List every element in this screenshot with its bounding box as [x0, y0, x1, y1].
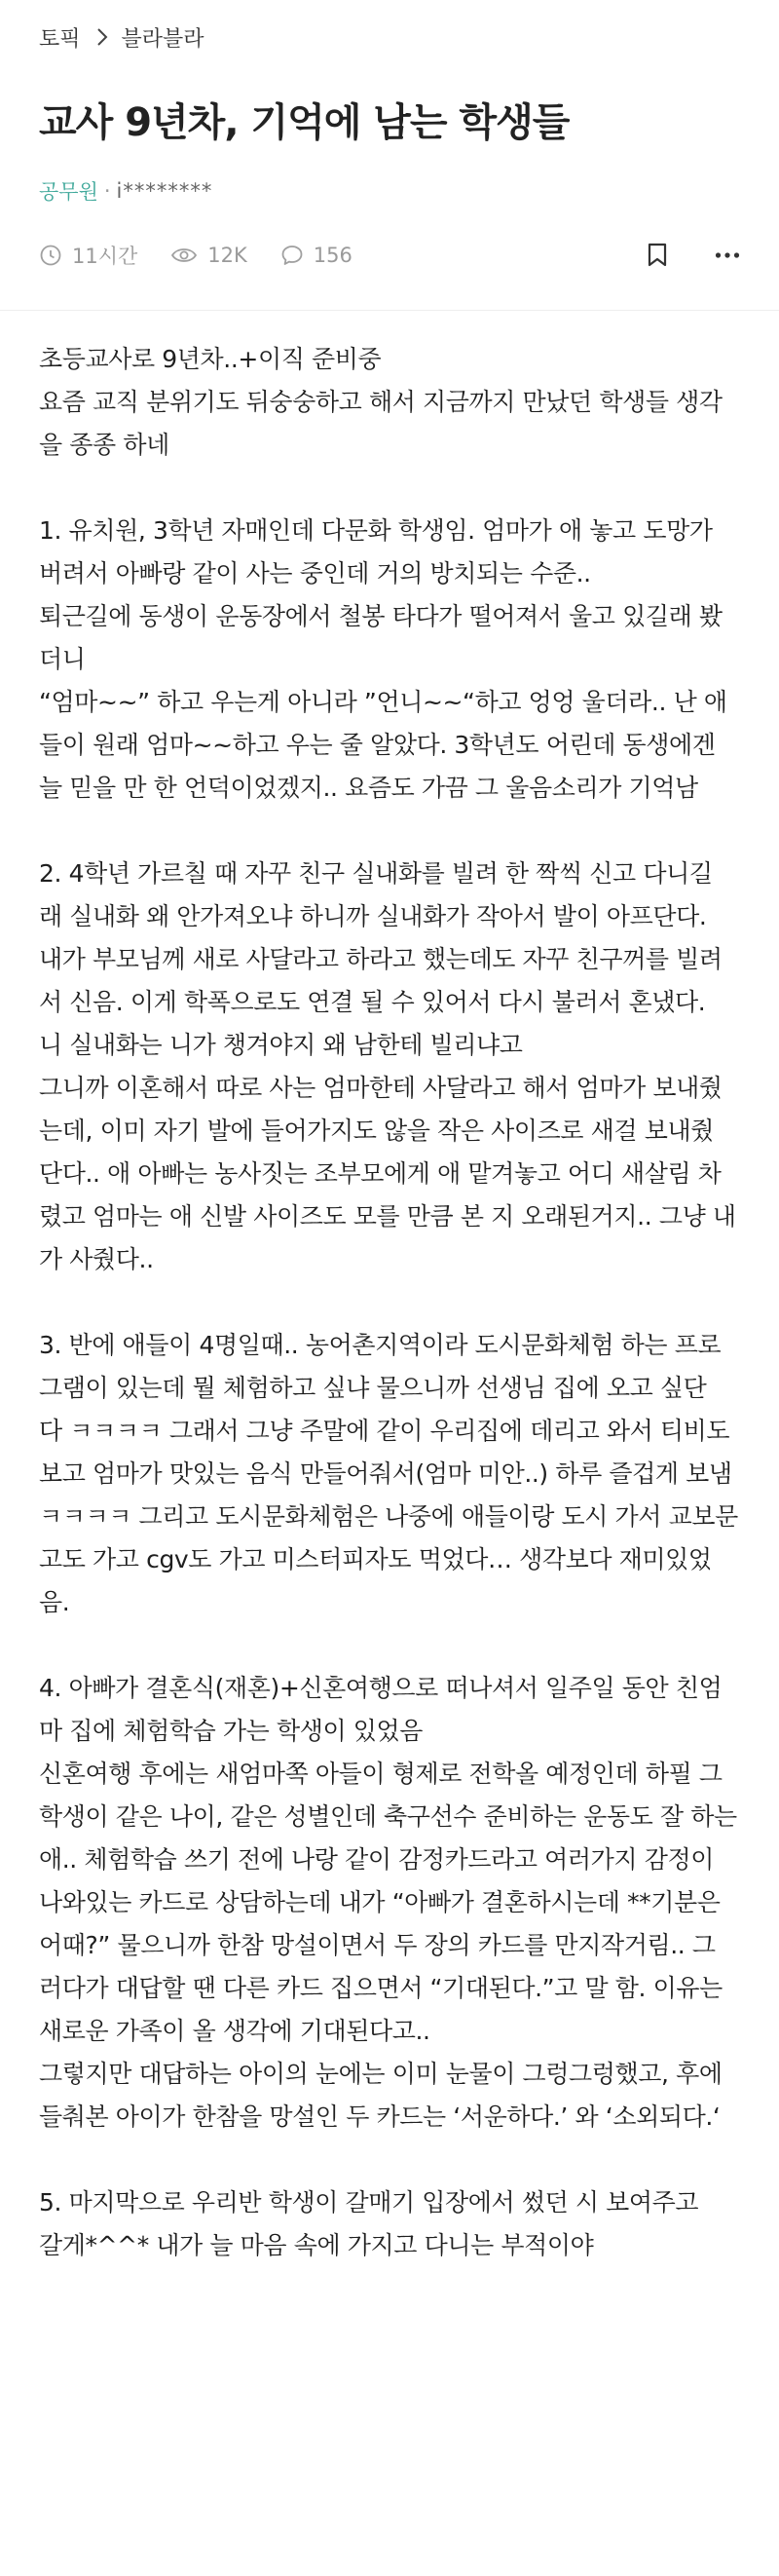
body-paragraph-3	[39, 1324, 740, 1624]
author-info	[39, 175, 740, 207]
author-separator: ·	[103, 179, 111, 203]
body-line: 그램이 있는데 뭘 체험하고 싶냐 물으니까 선생님 집에 오고 싶단	[39, 1374, 707, 1402]
post-body	[0, 311, 779, 2267]
body-line: 그니까 이혼해서 따로 사는 엄마한테 사달라고 해서 엄마가 보내줬	[39, 1074, 723, 1102]
body-line: 3. 반에 애들이 4명일때.. 농어촌지역이라 도시문화체험 하는 프로	[39, 1331, 722, 1359]
body-line: ㅋㅋㅋㅋ 그리고 도시문화체험은 나중에 애들이랑 도시 가서 교보문	[39, 1502, 738, 1531]
body-line: 단다.. 애 아빠는 농사짓는 조부모에게 애 맡겨놓고 어디 새살림 차	[39, 1159, 722, 1188]
body-line: 내가 부모님께 새로 사달라고 하라고 했는데도 자꾸 친구꺼를 빌려	[39, 945, 723, 973]
post-comments-count: 156	[313, 244, 352, 267]
body-line: 들이 원래 엄마~~하고 우는 줄 알았다. 3학년도 어린데 동생에겐	[39, 731, 716, 759]
body-line: 서 신음. 이게 학폭으로도 연결 될 수 있어서 다시 불러서 혼냈다.	[39, 988, 706, 1016]
body-line: 들춰본 아이가 한참을 망설인 두 카드는 ‘서운하다.’ 와 ‘소외되다.‘	[39, 2102, 721, 2131]
post-actions	[600, 243, 740, 268]
bookmark-icon[interactable]	[647, 243, 668, 268]
body-line: 초등교사로 9년차..+이직 준비중	[39, 345, 382, 373]
body-line: 요즘 교직 분위기도 뒤숭숭하고 해서 지금까지 만났던 학생들 생각	[39, 388, 723, 416]
body-paragraph-1	[39, 510, 740, 810]
body-line: 4. 아빠가 결혼식(재혼)+신혼여행으로 떠나셔서 일주일 동안 친엄	[39, 1674, 723, 1702]
body-line: 애.. 체험학습 쓰기 전에 나랑 같이 감정카드라고 여러가지 감정이	[39, 1845, 714, 1874]
body-paragraph-2	[39, 852, 740, 1281]
more-icon[interactable]	[715, 251, 740, 259]
body-line: 래 실내화 왜 안가져오냐 하니까 실내화가 작아서 발이 아프단다.	[39, 902, 707, 930]
body-line: 학생이 같은 나이, 같은 성별인데 축구선수 준비하는 운동도 잘 하는	[39, 1802, 737, 1831]
body-line: 갈게*^^* 내가 늘 마음 속에 가지고 다니는 부적이야	[39, 2231, 594, 2259]
body-line: 니 실내화는 니가 챙겨야지 왜 남한테 빌리냐고	[39, 1031, 523, 1059]
body-line: 2. 4학년 가르칠 때 자꾸 친구 실내화를 빌려 한 짝씩 신고 다니길	[39, 859, 713, 888]
body-line: 는데, 이미 자기 발에 들어가지도 않을 작은 사이즈로 새걸 보내줬	[39, 1117, 714, 1145]
chevron-right-icon	[96, 27, 108, 47]
post-views	[170, 244, 247, 267]
post-time	[39, 241, 137, 270]
body-line: 음.	[39, 1588, 70, 1616]
post-title: 교사 9년차, 기억에 남는 학생들	[39, 100, 570, 145]
body-line: 보고 엄마가 맛있는 음식 만들어줘서(엄마 미안..) 하루 즐겁게 보냄	[39, 1459, 732, 1488]
clock-icon	[39, 244, 62, 267]
post-time-text: 11시간	[72, 245, 138, 268]
body-line: 러다가 대답할 땐 다른 카드 집으면서 “기대된다.”고 말 함. 이유는	[39, 1974, 723, 2002]
body-line: 늘 믿을 만 한 언덕이었겠지.. 요즘도 가끔 그 울음소리가 기억남	[39, 774, 698, 802]
body-line: 가 사줬다..	[39, 1245, 154, 1273]
body-line: 마 집에 체험학습 가는 학생이 있었음	[39, 1717, 423, 1745]
post-meta	[39, 236, 740, 275]
body-line: 어때?” 물으니까 한참 망설이면서 두 장의 카드를 만지작거림.. 그	[39, 1931, 716, 1959]
breadcrumb-topic[interactable]: 토픽	[39, 26, 81, 52]
body-line: 고도 가고 cgv도 가고 미스터피자도 먹었다… 생각보다 재미있었	[39, 1545, 712, 1573]
body-line: 5. 마지막으로 우리반 학생이 갈매기 입장에서 썼던 시 보여주고	[39, 2188, 699, 2216]
body-line: 을 종종 하네	[39, 431, 169, 459]
breadcrumb-board[interactable]: 블라블라	[121, 26, 204, 52]
body-paragraph-intro	[39, 338, 740, 467]
comment-icon	[280, 244, 304, 267]
body-line: 다 ㅋㅋㅋㅋ 그래서 그냥 주말에 같이 우리집에 데리고 와서 티비도	[39, 1417, 730, 1445]
author-nickname: i********	[116, 179, 213, 203]
body-paragraph-5	[39, 2181, 740, 2267]
eye-icon	[170, 244, 198, 267]
breadcrumb	[39, 18, 740, 57]
post-views-count: 12K	[207, 244, 247, 267]
post-comments[interactable]	[280, 244, 352, 267]
body-line: 버려서 아빠랑 같이 사는 중인데 거의 방치되는 수준..	[39, 559, 591, 587]
body-line: 새로운 가족이 올 생각에 기대된다고..	[39, 2017, 430, 2045]
body-line: 1. 유치원, 3학년 자매인데 다문화 학생임. 엄마가 애 놓고 도망가	[39, 516, 713, 545]
body-line: “엄마~~” 하고 우는게 아니라 ”언니~~“하고 엉엉 울더라.. 난 애	[39, 688, 727, 716]
body-paragraph-4	[39, 1667, 740, 2139]
body-line: 신혼여행 후에는 새엄마쪽 아들이 형제로 전학올 예정인데 하필 그	[39, 1760, 723, 1788]
author-company[interactable]: 공무원	[39, 180, 98, 204]
body-line: 나와있는 카드로 상담하는데 내가 “아빠가 결혼하시는데 **기분은	[39, 1888, 721, 1916]
body-line: 퇴근길에 동생이 운동장에서 철봉 타다가 떨어져서 울고 있길래 봤	[39, 602, 723, 630]
post-header	[0, 0, 779, 275]
body-line: 렸고 엄마는 애 신발 사이즈도 모를 만큼 본 지 오래된거지.. 그냥 내	[39, 1202, 736, 1231]
body-line: 그렇지만 대답하는 아이의 눈에는 이미 눈물이 그렁그렁했고, 후에	[39, 2060, 723, 2088]
body-line: 더니	[39, 645, 86, 673]
